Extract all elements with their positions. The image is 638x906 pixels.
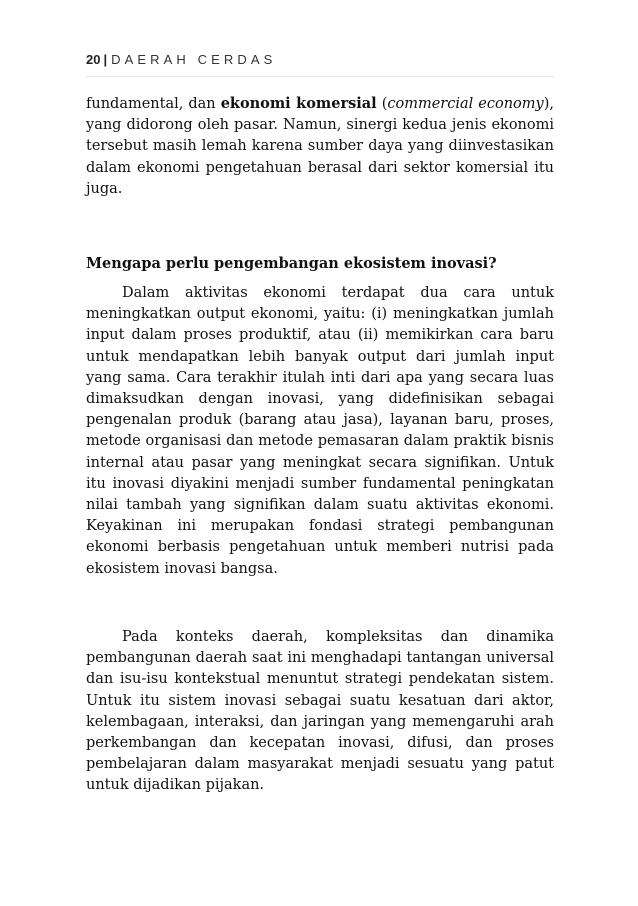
para1-bold-term: ekonomi komersial bbox=[220, 95, 377, 112]
para1-text-c: ), yang didorong oleh pasar. Namun, sinergi kedua jenis ekonomi tersebut masih lemah karena sumber daya yang diinvestasikan dalam ekonomi pengetahuan berasal dari sektor komersial itu juga. bbox=[86, 96, 555, 197]
page-number: 20 bbox=[86, 52, 101, 67]
paragraph-2 bbox=[86, 283, 554, 580]
para1-text-a: fundamental, dan bbox=[86, 96, 221, 112]
paragraph-3-text: Pada konteks daerah, kompleksitas dan dinamika pembangunan daerah saat ini menghadapi tantangan universal dan isu-isu kontekstual menuntut strategi pendekatan sistem. Untuk itu sistem inovasi sebagai suatu kesatuan dari aktor, kelembagaan, interaksi, dan jaringan yang memengaruhi arah perkembangan dan kecepatan inovasi, difusi, dan proses pembelajaran dalam masyarakat menjadi sesuatu yang patut untuk dijadikan pijakan. bbox=[86, 629, 554, 794]
paragraph-3 bbox=[86, 627, 554, 797]
para1-text-b: ( bbox=[376, 96, 388, 112]
paragraph-2-text: Dalam aktivitas ekonomi terdapat dua cara untuk meningkatkan output ekonomi, yaitu: (i) meningkatkan jumlah input dalam proses produktif, atau (ii) memikirkan cara baru untuk mendapatkan lebih banyak output dari jumlah input yang sama. Cara terakhir itulah inti dari apa yang secara luas dimaksudkan dengan inovasi, yang didefinisikan sebagai pengenalan produk (barang atau jasa), layanan baru, proses, metode organisasi dan metode pemasaran dalam praktik bisnis internal atau pasar yang meningkat secara signifikan. Untuk itu inovasi diyakini menjadi sumber fundamental peningkatan nilai tambah yang signifikan dalam suatu aktivitas ekonomi. Keyakinan ini merupakan fondasi strategi pembangunan ekonomi berbasis pengetahuan untuk memberi nutrisi pada ekosistem inovasi bangsa. bbox=[86, 285, 554, 577]
document-page bbox=[86, 0, 554, 906]
paragraph-1 bbox=[86, 93, 554, 200]
running-title: DAERAH CERDAS bbox=[111, 52, 277, 67]
para1-italic-term: commercial economy bbox=[387, 96, 544, 112]
running-header bbox=[86, 50, 554, 77]
header-separator: | bbox=[103, 52, 108, 67]
section-heading: Mengapa perlu pengembangan ekosistem inovasi? bbox=[86, 255, 497, 272]
